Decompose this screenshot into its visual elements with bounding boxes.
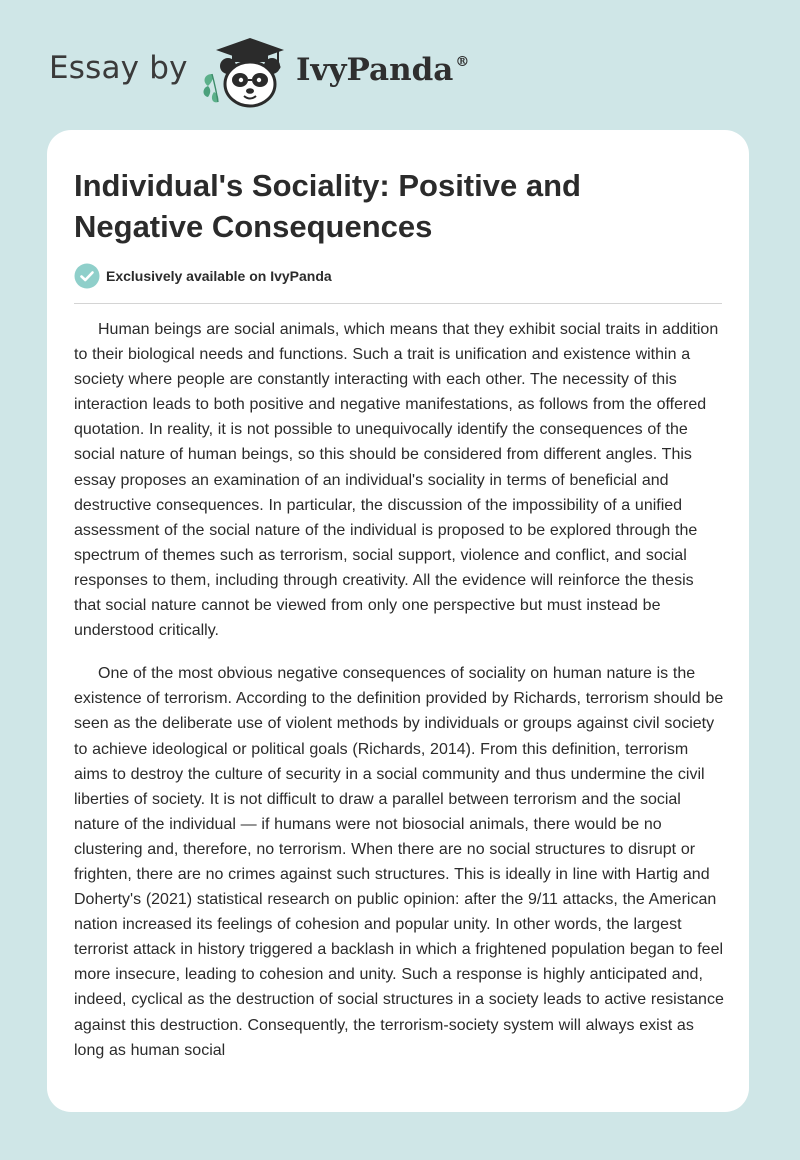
check-badge-icon <box>74 263 100 289</box>
essay-card <box>47 130 749 1112</box>
essay-title: Individual's Sociality: Positive and Negative Consequences <box>74 168 581 244</box>
exclusive-label: Exclusively available on IvyPanda <box>106 268 332 284</box>
brand-text: IvyPanda <box>296 52 454 88</box>
registered-mark: ® <box>455 54 470 70</box>
brand-name[interactable] <box>296 52 469 88</box>
site-header <box>0 0 800 130</box>
paragraph: One of the most obvious negative consequences of sociality on human nature is the existence of terrorism. According to the definition provided by Richards, terrorism should be seen as the deliberate use of violent methods by individuals or groups against civil society to achieve ideological or political goals (Richards, 2014). From this definition, terrorism aims to destroy the culture of security in a social community and thus undermine the civil liberties of society. It is not difficult to draw a parallel between terrorism and the social nature of the individual — if humans were not biosocial animals, there would be no clustering and, therefore, no terrorism. When there are no social structures to disrupt or frighten, there are no crimes against such structures. This is ideally in line with Hartig and Doherty's (2021) statistical research on public opinion: after the 9/11 attacks, the American nation increased its feelings of cohesion and popular unity. In other words, the largest terrorist attack in history triggered a backlash in which a frightened population began to feel more insecure, leading to cohesion and unity. Such a response is highly anticipated and, indeed, cyclical as the destruction of social structures in a society leads to active resistance against this destruction. Consequently, the terrorism-society system will always exist as long as human social <box>74 665 724 1059</box>
essay-body <box>74 317 724 1081</box>
panda-graduate-icon[interactable] <box>198 34 288 110</box>
paragraph: Human beings are social animals, which means that they exhibit social traits in addition to their biological needs and functions. Such a trait is unification and existence within a society where people are constantly interacting with each other. The necessity of this interaction leads to both positive and negative manifestations, as follows from the offered quotation. In reality, it is not possible to unequivocally identify the consequences of the social nature of human beings, so this should be considered from different angles. This essay proposes an examination of an individual's sociality in terms of beneficial and destructive consequences. In particular, the discussion of the impossibility of a unified assessment of the social nature of the individual is proposed to be explored through the spectrum of themes such as terrorism, social support, violence and conflict, and social responses to them, including through creativity. All the evidence will reinforce the thesis that social nature cannot be viewed from only one perspective but must instead be understood critically. <box>74 321 719 640</box>
exclusive-badge <box>74 262 332 290</box>
essay-by-label: Essay by <box>49 50 188 86</box>
title-divider <box>74 303 722 304</box>
